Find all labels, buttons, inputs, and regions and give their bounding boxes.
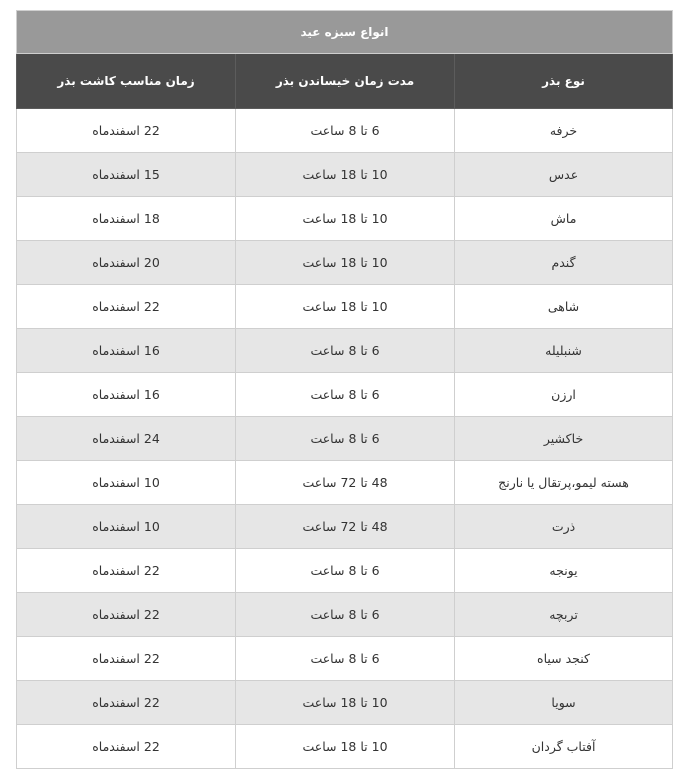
cell-planting-time: 22 اسفندماه	[17, 593, 236, 637]
cell-seed-type: عدس	[455, 153, 673, 197]
cell-planting-time: 22 اسفندماه	[17, 285, 236, 329]
table-row	[17, 153, 673, 197]
table-row	[17, 681, 673, 725]
cell-planting-time: 20 اسفندماه	[17, 241, 236, 285]
cell-planting-time: 22 اسفندماه	[17, 725, 236, 769]
table-row	[17, 461, 673, 505]
cell-seed-type: یونجه	[455, 549, 673, 593]
header-planting-time: زمان مناسب کاشت بذر	[17, 54, 236, 109]
table-row	[17, 285, 673, 329]
seed-table-container	[16, 10, 672, 769]
cell-soak-duration: 6 تا 8 ساعت	[236, 417, 455, 461]
table-row	[17, 241, 673, 285]
cell-soak-duration: 6 تا 8 ساعت	[236, 329, 455, 373]
table-row	[17, 329, 673, 373]
cell-seed-type: شاهی	[455, 285, 673, 329]
cell-soak-duration: 10 تا 18 ساعت	[236, 153, 455, 197]
table-row	[17, 549, 673, 593]
cell-seed-type: ذرت	[455, 505, 673, 549]
cell-soak-duration: 6 تا 8 ساعت	[236, 373, 455, 417]
cell-planting-time: 24 اسفندماه	[17, 417, 236, 461]
cell-soak-duration: 10 تا 18 ساعت	[236, 241, 455, 285]
cell-seed-type: هسته لیمو،پرتقال یا نارنج	[455, 461, 673, 505]
cell-soak-duration: 10 تا 18 ساعت	[236, 681, 455, 725]
cell-planting-time: 10 اسفندماه	[17, 505, 236, 549]
cell-seed-type: تربچه	[455, 593, 673, 637]
cell-planting-time: 22 اسفندماه	[17, 637, 236, 681]
cell-soak-duration: 10 تا 18 ساعت	[236, 197, 455, 241]
table-row	[17, 637, 673, 681]
cell-seed-type: خاکشیر	[455, 417, 673, 461]
cell-seed-type: ماش	[455, 197, 673, 241]
cell-seed-type: خرفه	[455, 109, 673, 153]
cell-seed-type: کنجد سیاه	[455, 637, 673, 681]
table-title-row	[17, 11, 673, 54]
cell-planting-time: 22 اسفندماه	[17, 109, 236, 153]
cell-seed-type: آفتاب گردان	[455, 725, 673, 769]
table-row	[17, 417, 673, 461]
table-row	[17, 109, 673, 153]
cell-planting-time: 22 اسفندماه	[17, 681, 236, 725]
cell-soak-duration: 6 تا 8 ساعت	[236, 549, 455, 593]
seed-table	[16, 10, 673, 769]
cell-seed-type: شنبلیله	[455, 329, 673, 373]
cell-seed-type: سویا	[455, 681, 673, 725]
cell-soak-duration: 10 تا 18 ساعت	[236, 285, 455, 329]
table-row	[17, 725, 673, 769]
cell-soak-duration: 10 تا 18 ساعت	[236, 725, 455, 769]
cell-planting-time: 16 اسفندماه	[17, 373, 236, 417]
cell-soak-duration: 48 تا 72 ساعت	[236, 505, 455, 549]
cell-seed-type: گندم	[455, 241, 673, 285]
cell-planting-time: 18 اسفندماه	[17, 197, 236, 241]
cell-planting-time: 22 اسفندماه	[17, 549, 236, 593]
table-header-row	[17, 54, 673, 109]
table-title: انواع سبزه عید	[17, 11, 673, 54]
cell-soak-duration: 48 تا 72 ساعت	[236, 461, 455, 505]
table-row	[17, 593, 673, 637]
cell-planting-time: 10 اسفندماه	[17, 461, 236, 505]
cell-planting-time: 16 اسفندماه	[17, 329, 236, 373]
cell-planting-time: 15 اسفندماه	[17, 153, 236, 197]
table-row	[17, 197, 673, 241]
cell-seed-type: ارزن	[455, 373, 673, 417]
cell-soak-duration: 6 تا 8 ساعت	[236, 109, 455, 153]
cell-soak-duration: 6 تا 8 ساعت	[236, 593, 455, 637]
header-seed-type: نوع بذر	[455, 54, 673, 109]
header-soak-duration: مدت زمان خیساندن بذر	[236, 54, 455, 109]
table-row	[17, 373, 673, 417]
table-row	[17, 505, 673, 549]
cell-soak-duration: 6 تا 8 ساعت	[236, 637, 455, 681]
